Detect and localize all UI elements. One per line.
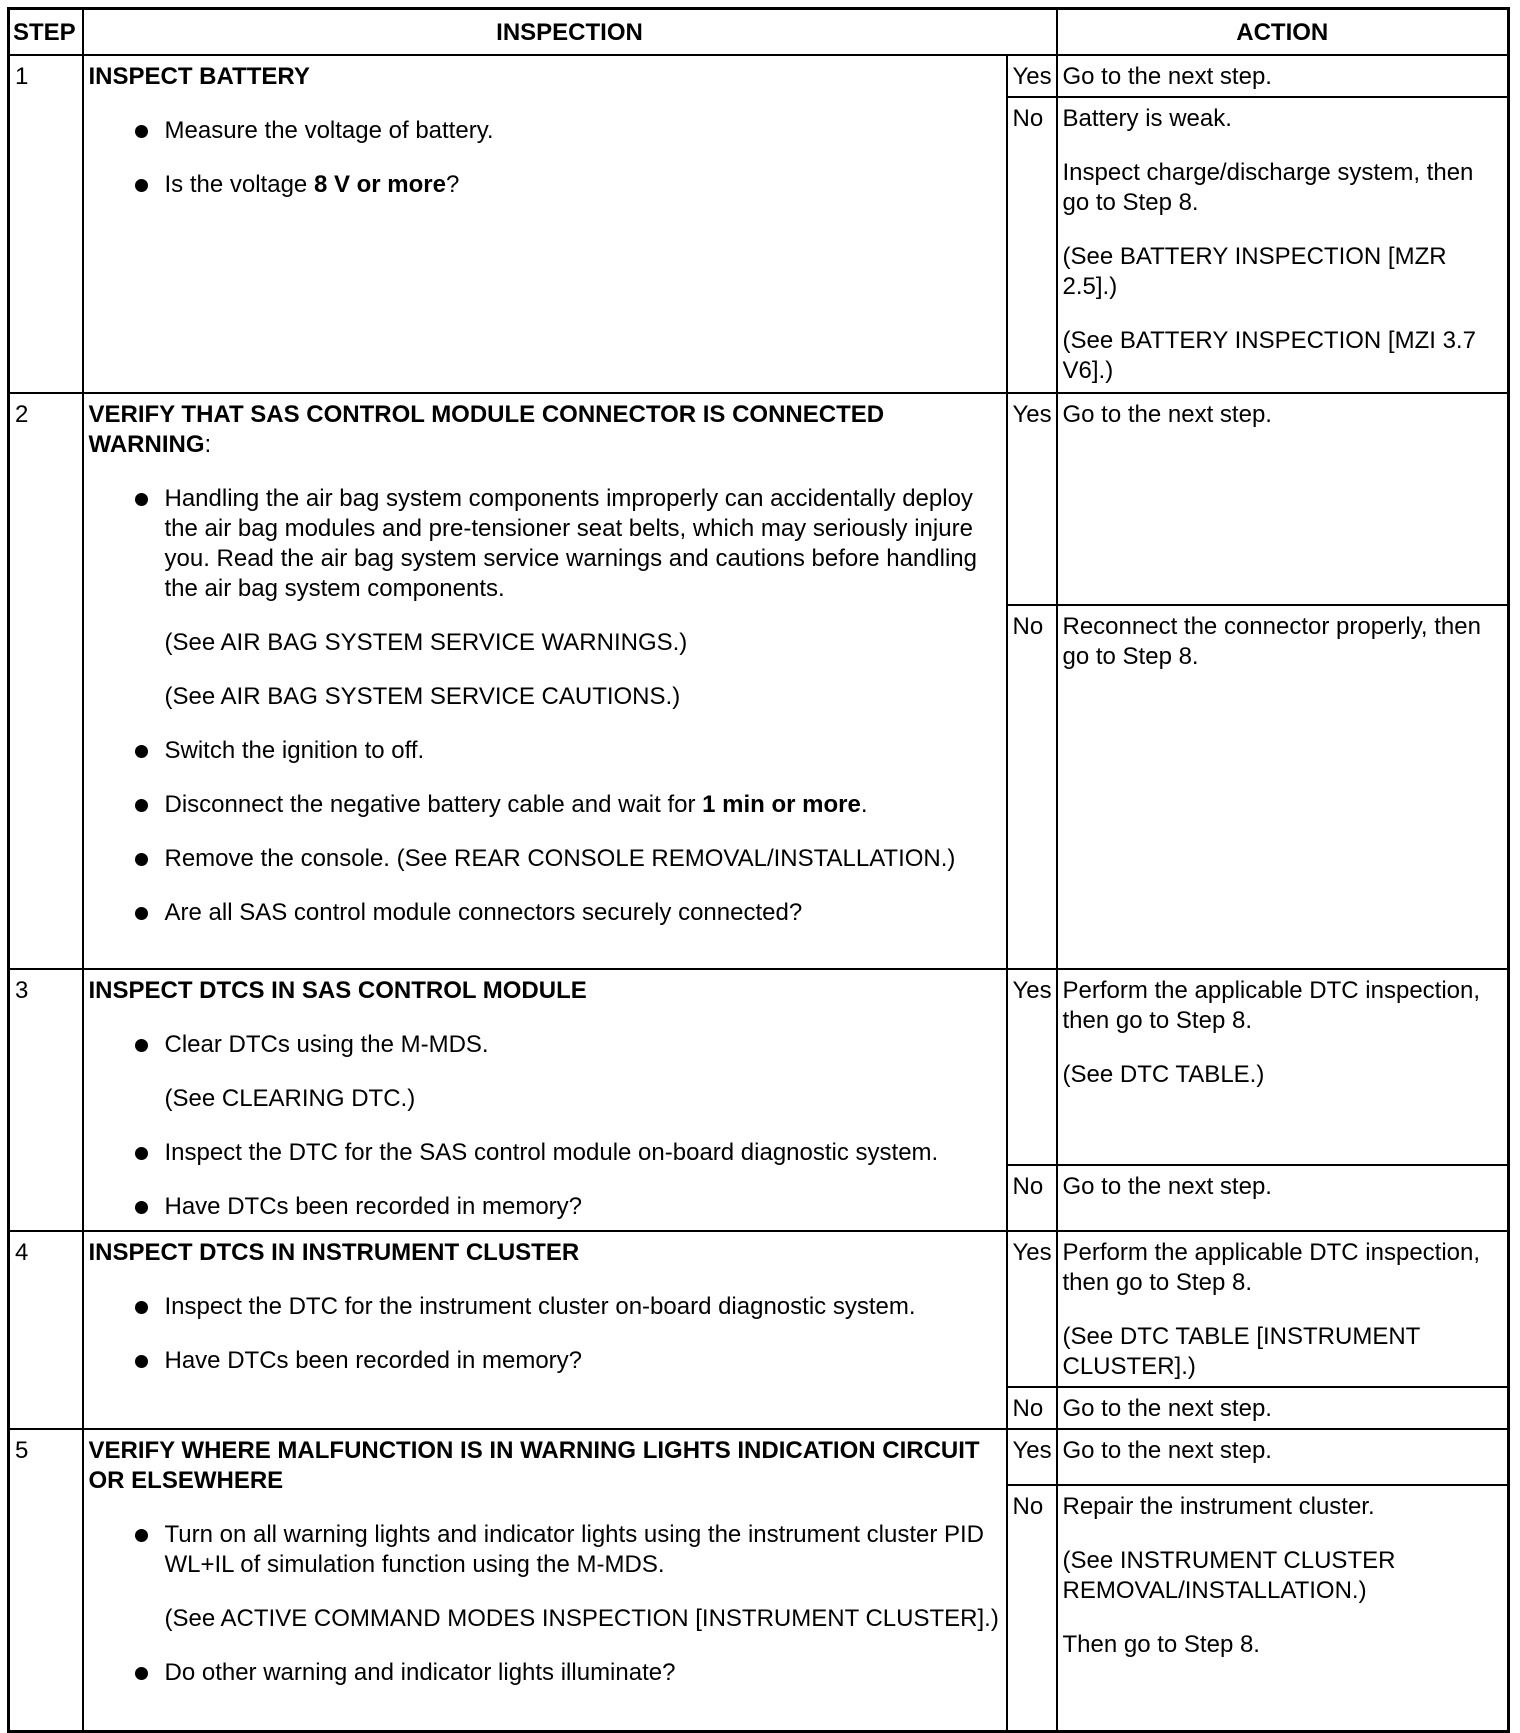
inspection-item: Handling the air bag system components improperly can accidentally deploy the air bag modules and pre-tensioner seat belts, which may seriously injure you. Read the air bag system service warnings and cautions before handling the air bag system components.	[89, 484, 1001, 604]
inspection-item: Have DTCs been recorded in memory?	[89, 1192, 1001, 1222]
yes-label: Yes	[1007, 1231, 1057, 1387]
step-3-row	[9, 969, 1509, 1165]
inspection-list	[89, 1520, 1001, 1580]
inspection-item: Switch the ignition to off.	[89, 736, 1001, 766]
inspection-column-header: INSPECTION	[83, 9, 1057, 56]
reference-text: (See AIR BAG SYSTEM SERVICE CAUTIONS.)	[164, 683, 681, 710]
step-number: 4	[9, 1231, 83, 1429]
inspection-item: Inspect the DTC for the SAS control module on-board diagnostic system.	[89, 1138, 1001, 1168]
inspection-item: Disconnect the negative battery cable and wait for 1 min or more.	[89, 790, 1001, 820]
inspection-item: Clear DTCs using the M-MDS.	[89, 1030, 1001, 1060]
yes-label: Yes	[1007, 1429, 1057, 1485]
yes-action: Perform the applicable DTC inspection, then go to Step 8. (See DTC TABLE.)	[1057, 969, 1509, 1165]
step-number: 1	[9, 55, 83, 393]
step-number: 3	[9, 969, 83, 1231]
step-1-row	[9, 55, 1509, 97]
no-label: No	[1007, 97, 1057, 393]
inspection-list	[89, 736, 1001, 928]
no-label: No	[1007, 1165, 1057, 1231]
step-4-row	[9, 1231, 1509, 1387]
yes-action: Go to the next step.	[1057, 393, 1509, 605]
inspection-list	[89, 116, 1001, 200]
no-label: No	[1007, 605, 1057, 969]
reference-text: (See ACTIVE COMMAND MODES INSPECTION [INSTRUMENT CLUSTER].)	[164, 1605, 999, 1632]
reference-text: (See AIR BAG SYSTEM SERVICE WARNINGS.)	[164, 629, 688, 656]
yes-label: Yes	[1007, 969, 1057, 1165]
step-5-row	[9, 1429, 1509, 1485]
inspection-list	[89, 1658, 1001, 1688]
diagnostic-procedure-table	[7, 7, 1510, 1733]
inspection-cell	[83, 1231, 1007, 1429]
reference-text: (See CLEARING DTC.)	[164, 1085, 416, 1112]
yes-label: Yes	[1007, 393, 1057, 605]
inspection-list	[89, 1292, 1001, 1376]
step-number: 5	[9, 1429, 83, 1731]
step-title: INSPECT BATTERY	[88, 63, 310, 90]
step-title: VERIFY THAT SAS CONTROL MODULE CONNECTOR IS CONNECTED	[88, 401, 885, 428]
inspection-cell	[83, 55, 1007, 393]
no-action: Repair the instrument cluster. (See INSTRUMENT CLUSTER REMOVAL/INSTALLATION.) Then go to Step 8.	[1057, 1485, 1509, 1731]
step-title: INSPECT DTCS IN SAS CONTROL MODULE	[88, 977, 587, 1004]
action-column-header: ACTION	[1057, 9, 1509, 56]
inspection-item: Is the voltage 8 V or more?	[89, 170, 1001, 200]
inspection-item: Inspect the DTC for the instrument cluster on-board diagnostic system.	[89, 1292, 1001, 1322]
yes-action: Perform the applicable DTC inspection, then go to Step 8. (See DTC TABLE [INSTRUMENT CLUSTER].)	[1057, 1231, 1509, 1387]
inspection-item: Have DTCs been recorded in memory?	[89, 1346, 1001, 1376]
no-label: No	[1007, 1485, 1057, 1731]
yes-action: Go to the next step.	[1057, 55, 1509, 97]
step-2-row	[9, 393, 1509, 605]
inspection-item: Measure the voltage of battery.	[89, 116, 1001, 146]
inspection-list	[89, 1030, 1001, 1060]
no-action: Battery is weak. Inspect charge/discharge system, then go to Step 8. (See BATTERY INSPECTION [MZR 2.5].) (See BATTERY INSPECTION [MZI 3.7 V6].)	[1057, 97, 1509, 393]
no-action: Go to the next step.	[1057, 1165, 1509, 1231]
step-title: INSPECT DTCS IN INSTRUMENT CLUSTER	[88, 1239, 580, 1266]
step-number: 2	[9, 393, 83, 969]
inspection-item: Are all SAS control module connectors securely connected?	[89, 898, 1001, 928]
warning-label: WARNING:	[88, 431, 212, 458]
inspection-list	[89, 484, 1001, 604]
inspection-list	[89, 1138, 1001, 1222]
inspection-cell	[83, 969, 1007, 1231]
inspection-cell	[83, 393, 1007, 969]
step-title: VERIFY WHERE MALFUNCTION IS IN WARNING LIGHTS INDICATION CIRCUIT OR ELSEWHERE	[88, 1437, 980, 1494]
inspection-item: Remove the console. (See REAR CONSOLE REMOVAL/INSTALLATION.)	[89, 844, 1001, 874]
no-label: No	[1007, 1387, 1057, 1429]
no-action: Reconnect the connector properly, then go to Step 8.	[1057, 605, 1509, 969]
yes-label: Yes	[1007, 55, 1057, 97]
inspection-item: Turn on all warning lights and indicator lights using the instrument cluster PID WL+IL of simulation function using the M-MDS.	[89, 1520, 1001, 1580]
inspection-item: Do other warning and indicator lights illuminate?	[89, 1658, 1001, 1688]
inspection-cell	[83, 1429, 1007, 1731]
header-row	[9, 9, 1509, 56]
step-column-header: STEP	[9, 9, 83, 56]
no-action: Go to the next step.	[1057, 1387, 1509, 1429]
yes-action: Go to the next step.	[1057, 1429, 1509, 1485]
